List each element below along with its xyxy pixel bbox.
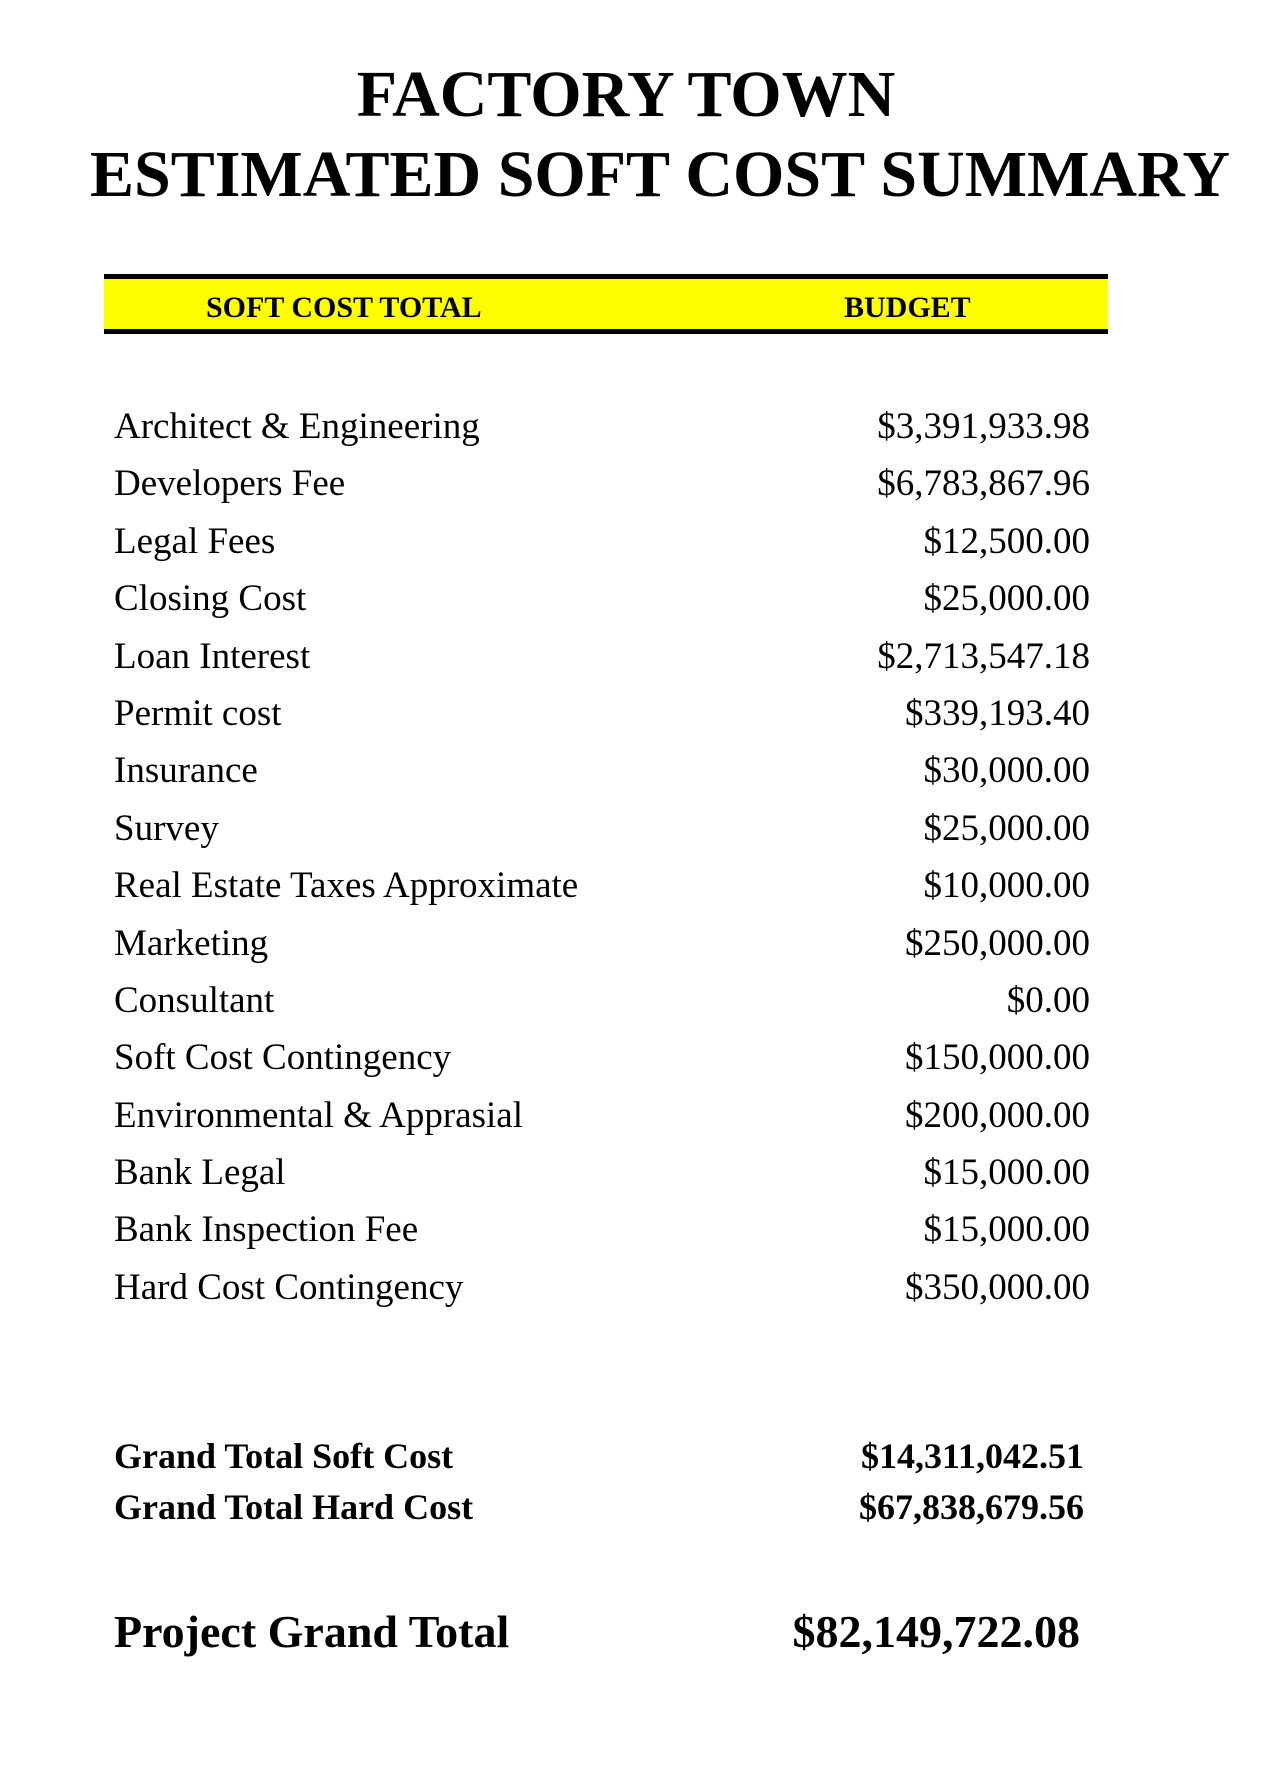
column-header-soft-cost-total: SOFT COST TOTAL bbox=[206, 291, 482, 324]
line-item bbox=[114, 461, 1090, 518]
line-item bbox=[114, 978, 1090, 1035]
line-item-label: Loan Interest bbox=[114, 635, 311, 677]
line-item-amount: $25,000.00 bbox=[923, 807, 1090, 849]
line-item bbox=[114, 519, 1090, 576]
line-item bbox=[114, 748, 1090, 805]
document-subtitle: ESTIMATED SOFT COST SUMMARY bbox=[90, 138, 1231, 211]
line-item-label: Insurance bbox=[114, 750, 258, 792]
line-item bbox=[114, 1035, 1090, 1092]
line-item-label: Developers Fee bbox=[114, 463, 346, 505]
line-item-amount: $10,000.00 bbox=[923, 865, 1090, 907]
line-item-label: Consultant bbox=[114, 979, 275, 1021]
line-item-amount: $15,000.00 bbox=[923, 1152, 1090, 1194]
line-item-label: Bank Inspection Fee bbox=[114, 1209, 419, 1251]
line-item bbox=[114, 634, 1090, 691]
line-item-amount: $30,000.00 bbox=[923, 750, 1090, 792]
grand-total-hard-cost-amount: $67,838,679.56 bbox=[859, 1487, 1084, 1527]
project-grand-total-amount: $82,149,722.08 bbox=[792, 1606, 1080, 1657]
project-grand-total-row bbox=[114, 1604, 1080, 1664]
line-item-label: Real Estate Taxes Approximate bbox=[114, 865, 579, 907]
line-item-label: Bank Legal bbox=[114, 1152, 286, 1194]
line-item bbox=[114, 1150, 1090, 1207]
line-item bbox=[114, 404, 1090, 461]
grand-total-soft-cost-label: Grand Total Soft Cost bbox=[114, 1436, 454, 1476]
line-item-amount: $200,000.00 bbox=[905, 1094, 1090, 1136]
soft-cost-line-items bbox=[114, 404, 1090, 1322]
line-item bbox=[114, 691, 1090, 748]
line-item-label: Permit cost bbox=[114, 692, 282, 734]
line-item-amount: $250,000.00 bbox=[905, 922, 1090, 964]
line-item-amount: $0.00 bbox=[1006, 979, 1090, 1021]
line-item bbox=[114, 1265, 1090, 1322]
line-item-amount: $150,000.00 bbox=[905, 1037, 1090, 1079]
line-item-amount: $3,391,933.98 bbox=[877, 406, 1090, 447]
line-item-amount: $350,000.00 bbox=[905, 1266, 1090, 1308]
cost-totals bbox=[114, 1434, 1084, 1536]
document-title: FACTORY TOWN bbox=[356, 58, 896, 131]
line-item bbox=[114, 863, 1090, 920]
line-item bbox=[114, 921, 1090, 978]
table-header-band bbox=[104, 274, 1108, 334]
grand-total-soft-cost-amount: $14,311,042.51 bbox=[860, 1436, 1084, 1476]
line-item-label: Legal Fees bbox=[114, 520, 276, 562]
line-item-label: Closing Cost bbox=[114, 578, 307, 620]
line-item-label: Architect & Engineering bbox=[114, 406, 480, 447]
grand-total-hard-cost-row bbox=[114, 1485, 1084, 1536]
grand-total-soft-cost-row bbox=[114, 1434, 1084, 1485]
line-item-label: Survey bbox=[114, 807, 219, 849]
line-item-label: Environmental & Apprasial bbox=[114, 1094, 523, 1136]
line-item bbox=[114, 576, 1090, 633]
line-item-label: Hard Cost Contingency bbox=[114, 1266, 464, 1308]
line-item-label: Soft Cost Contingency bbox=[114, 1037, 452, 1079]
line-item-amount: $2,713,547.18 bbox=[877, 635, 1090, 677]
line-item-label: Marketing bbox=[114, 922, 269, 964]
line-item-amount: $12,500.00 bbox=[923, 520, 1090, 562]
line-item-amount: $6,783,867.96 bbox=[877, 463, 1090, 505]
line-item bbox=[114, 806, 1090, 863]
line-item-amount: $25,000.00 bbox=[923, 578, 1090, 620]
line-item bbox=[114, 1207, 1090, 1264]
column-header-budget: BUDGET bbox=[844, 291, 971, 324]
line-item-amount: $15,000.00 bbox=[923, 1209, 1090, 1251]
line-item-amount: $339,193.40 bbox=[905, 692, 1090, 734]
grand-total-hard-cost-label: Grand Total Hard Cost bbox=[114, 1487, 474, 1527]
line-item bbox=[114, 1093, 1090, 1150]
project-grand-total-label: Project Grand Total bbox=[114, 1606, 510, 1657]
